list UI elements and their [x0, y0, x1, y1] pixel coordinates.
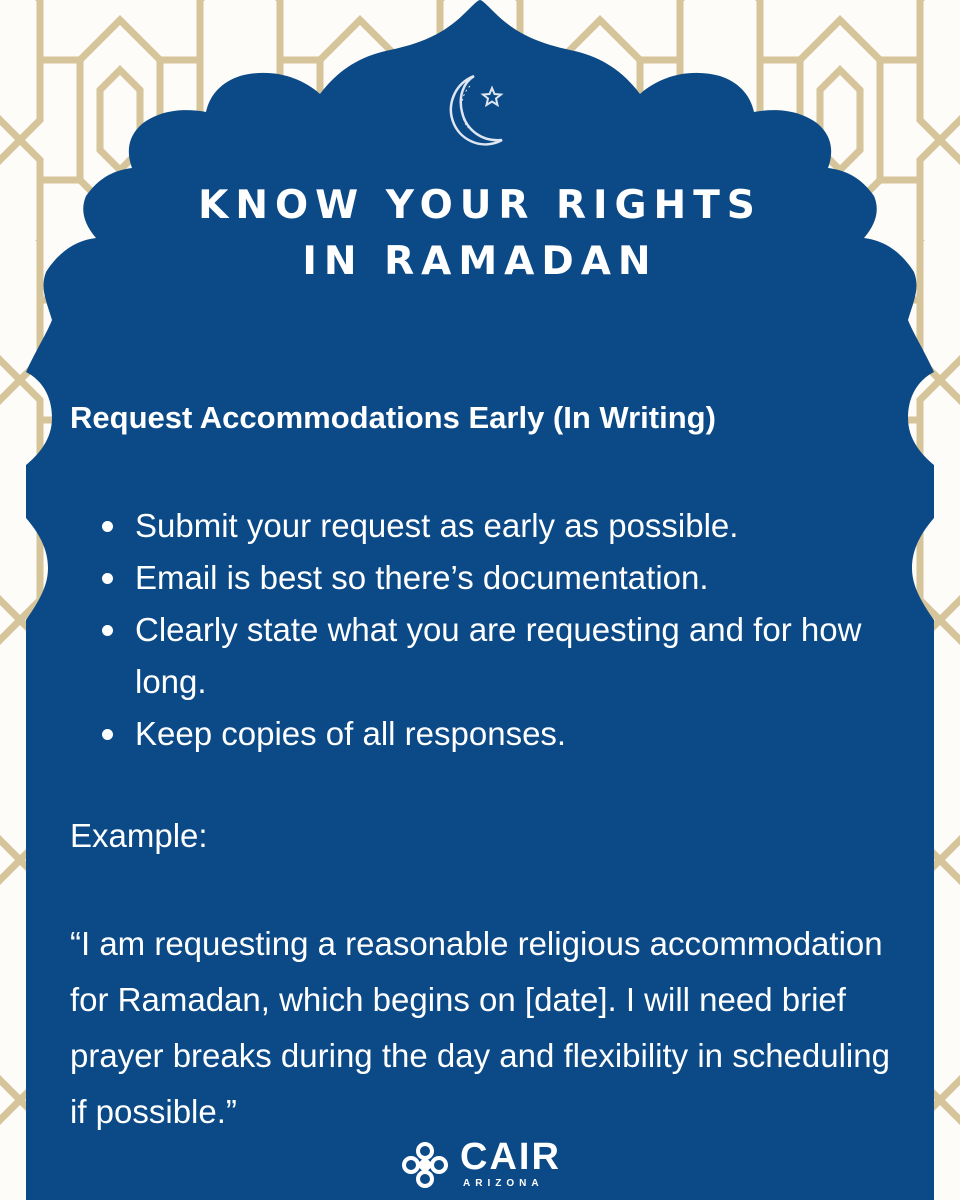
bullet-dot-icon [102, 625, 113, 636]
list-item [102, 604, 902, 708]
list-item-text: Email is best so there’s documentation. [135, 559, 709, 596]
crescent-star-icon [440, 70, 520, 150]
list-item [102, 552, 902, 604]
cair-logo-mark-icon [400, 1140, 450, 1190]
list-item-text: Submit your request as early as possible. [135, 507, 739, 544]
list-item [102, 708, 902, 760]
title-line-1: KNOW YOUR RIGHTS [198, 183, 762, 228]
list-item-text: Clearly state what you are requesting and for how long. [135, 611, 862, 700]
section-heading: Request Accommodations Early (In Writing) [70, 400, 716, 435]
cair-logo [400, 1138, 570, 1192]
bullet-dot-icon [102, 573, 113, 584]
example-quote: “I am requesting a reasonable religious accommodation for Ramadan, which begins on [date]. I will need brief prayer breaks during the day and flexibility in scheduling if possible.” [70, 925, 890, 1130]
list-item-text: Keep copies of all responses. [135, 715, 567, 752]
page-title [130, 178, 830, 290]
title-line-2: IN RAMADAN [302, 239, 658, 284]
list-item [102, 500, 902, 552]
tips-list [102, 500, 902, 760]
logo-name: CAIR [460, 1136, 561, 1178]
bullet-dot-icon [102, 729, 113, 740]
example-label: Example: [70, 817, 208, 854]
logo-subtitle: ARIZONA [463, 1178, 544, 1189]
bullet-dot-icon [102, 521, 113, 532]
